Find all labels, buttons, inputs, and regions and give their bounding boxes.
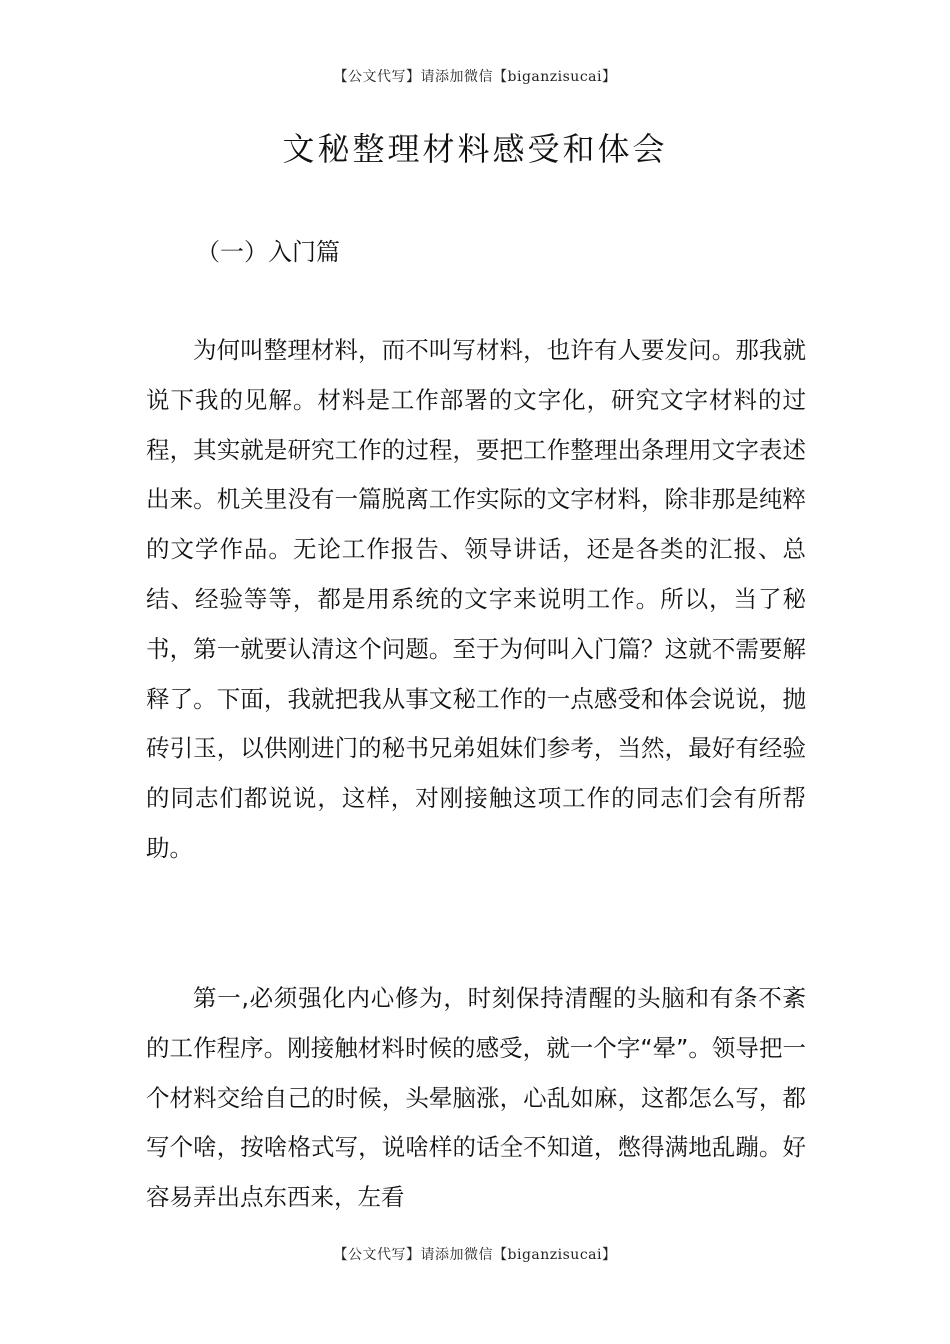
section-heading: （一）入门篇 bbox=[196, 238, 340, 266]
document-title: 文秘整理材料感受和体会 bbox=[282, 130, 668, 168]
body-paragraph-1: 为何叫整理材料，而不叫写材料，也许有人要发问。那我就说下我的见解。材料是工作部署的文字化，研究文字材料的过程，其实就是研究工作的过程，要把工作整理出条理用文字表述出来。机关里没有一篇脱离工作实际的文字材料，除非那是纯粹的文学作品。无论工作报告、领导讲话，还是各类的汇报、总结、经验等等，都是用系统的文字来说明工作。所以，当了秘书，第一就要认清这个问题。至于为何叫入门篇？这就不需要解释了。下面，我就把我从事文秘工作的一点感受和体会说说，抛砖引玉，以供刚进门的秘书兄弟姐妹们参考，当然，最好有经验的同志们都说说，这样，对刚接触这项工作的同志们会有所帮助。 bbox=[146, 336, 806, 862]
page-footer: 【公文代写】请添加微信【biganzisucai】 bbox=[333, 1247, 617, 1263]
body-paragraph-2: 第一,必须强化内心修为，时刻保持清醒的头脑和有条不紊的工作程序。刚接触材料时候的感受，就一个字“晕”。领导把一个材料交给自己的时候，头晕脑涨，心乱如麻，这都怎么写，都写个啥，按啥格式写，说啥样的话全不知道，憋得满地乱蹦。好容易弄出点东西来，左看 bbox=[146, 984, 806, 1212]
page-header: 【公文代写】请添加微信【biganzisucai】 bbox=[333, 69, 617, 85]
